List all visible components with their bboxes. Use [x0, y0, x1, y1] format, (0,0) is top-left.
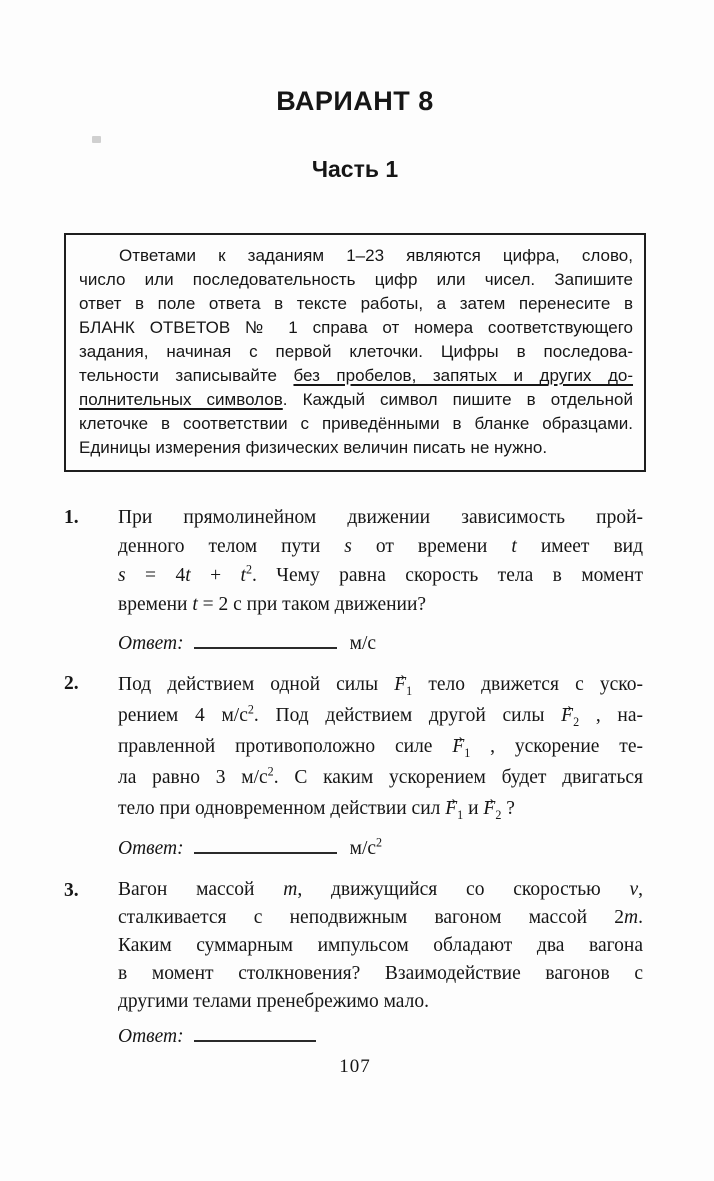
text-line [79, 340, 633, 364]
text-segment: денного телом пути [118, 536, 345, 557]
text-segment: сталкивается с неподвижным вагоном массой 2 [118, 907, 625, 928]
subscript: 2 [495, 807, 502, 822]
problem-number: 2. [64, 673, 79, 694]
text-segment: . Каждый символ пишите в отдельной [282, 390, 633, 409]
text-segment: имеет вид [516, 536, 644, 557]
text-segment: , движущийся со скоростью [297, 879, 630, 900]
answer-unit [350, 835, 382, 862]
text-segment: в момент столкновения? Взаимодействие вагонов с [118, 963, 643, 984]
text-line [118, 762, 643, 793]
math-variable: v [629, 879, 639, 900]
text-segment: другими телами пренебрежимо мало. [118, 991, 429, 1012]
instructions-box [64, 233, 646, 472]
vector-symbol: → F [394, 669, 406, 700]
text-line [79, 316, 633, 340]
underlined-text: без пробелов, запятых и других до- [293, 366, 634, 385]
text-segment: правленной противоположно силе [118, 736, 453, 757]
text-segment: = 4 [125, 565, 186, 586]
superscript: 2 [247, 702, 254, 717]
text-segment: . Под действием другой силы [253, 705, 562, 726]
text-line [79, 388, 633, 412]
problem [64, 669, 643, 862]
text-line [79, 268, 633, 292]
text-segment: времени [118, 594, 193, 615]
superscript: 2 [245, 562, 252, 577]
problem-number: 3. [64, 880, 79, 901]
text-line [79, 412, 633, 436]
math-variable: t [240, 565, 246, 586]
text-segment: Вагон массой [118, 879, 284, 900]
math-variable: m [624, 907, 639, 928]
text-segment: от времени [351, 536, 512, 557]
text-line [79, 244, 633, 268]
text-line [118, 561, 643, 590]
text-line [79, 292, 633, 316]
text-segment: Под действием одной силы [118, 674, 395, 695]
answer-label: Ответ: [118, 1026, 184, 1047]
text-segment: ла равно 3 м/с [118, 767, 268, 788]
text-segment: число или последовательность цифр или чисел. Запишите [79, 270, 633, 289]
answer-blank [194, 630, 337, 649]
math-variable: t [192, 594, 198, 615]
text-line [118, 793, 643, 824]
scan-artifact-dot [92, 136, 101, 143]
text-line [118, 960, 643, 988]
superscript: 2 [267, 764, 274, 779]
text-segment: + [190, 565, 241, 586]
math-variable: m [283, 879, 298, 900]
text-segment: . [638, 907, 643, 928]
text-line [118, 532, 643, 561]
text-segment: БЛАНК ОТВЕТОВ № 1 справа от номера соответствующего [79, 318, 633, 337]
answer-blank [194, 1023, 316, 1042]
text-segment: При прямолинейном движении зависимость прой- [118, 507, 643, 528]
text-segment: Каким суммарным импульсом обладают два вагона [118, 935, 643, 956]
subscript: 1 [464, 745, 471, 760]
text-line [79, 364, 633, 388]
math-variable: s [118, 565, 126, 586]
text-segment: клеточке в соответствии с приведёнными в бланке образцами. [79, 414, 633, 433]
text-line [118, 700, 643, 731]
answer-row [118, 835, 643, 862]
answer-row [118, 1023, 643, 1050]
math-variable: s [344, 536, 352, 557]
text-line [118, 590, 643, 619]
superscript: 2 [376, 835, 383, 850]
text-segment: тело движется с уско- [412, 674, 643, 695]
math-variable: t [511, 536, 517, 557]
text-segment: ? [501, 798, 515, 819]
text-segment: ответ в поле ответа в тексте работы, а затем перенесите в [79, 294, 633, 313]
text-segment: тело при одновременном действии сил [118, 798, 446, 819]
answer-label: Ответ: [118, 633, 184, 654]
text-line [118, 904, 643, 932]
vector-symbol: → F [561, 700, 573, 731]
vector-symbol: → F [483, 793, 495, 824]
text-line [118, 731, 643, 762]
subscript: 1 [406, 683, 413, 698]
problem [64, 503, 643, 657]
text-line [118, 932, 643, 960]
vector-symbol: → F [445, 793, 457, 824]
text-segment: = 2 с при таком движении? [197, 594, 427, 615]
subscript: 1 [457, 807, 464, 822]
text-segment: Единицы измерения физических величин писать не нужно. [79, 438, 548, 457]
problem-body [118, 503, 643, 657]
text-line [118, 876, 643, 904]
problem-body [118, 876, 643, 1050]
problem-number: 1. [64, 507, 79, 528]
problem [64, 876, 643, 1050]
text-segment: Ответами к заданиям 1–23 являются цифра, слово, [119, 246, 633, 265]
text-segment: , ускорение те- [470, 736, 643, 757]
text-line [79, 436, 633, 460]
text-segment: , [638, 879, 644, 900]
vector-symbol: → F [452, 731, 464, 762]
answer-label: Ответ: [118, 838, 184, 859]
math-variable: t [185, 565, 191, 586]
problems-list [64, 503, 643, 1062]
text-segment: . С каким ускорением будет двигаться [273, 767, 643, 788]
part-title: Часть 1 [311, 156, 399, 182]
answer-unit [350, 630, 376, 657]
text-segment: рением 4 м/с [118, 705, 248, 726]
page-number: 107 [339, 1056, 371, 1077]
text-segment: . Чему равна скорость тела в момент [251, 565, 643, 586]
answer-blank [194, 835, 337, 854]
answer-row [118, 630, 643, 657]
text-segment: задания, начиная с первой клеточки. Цифры в последова- [79, 342, 633, 361]
text-segment: м/с [349, 838, 377, 859]
text-segment: , на- [579, 705, 643, 726]
text-segment: тельности записывайте [79, 366, 294, 385]
underlined-text: полнительных символов [79, 390, 283, 409]
text-segment: и [463, 798, 484, 819]
subscript: 2 [573, 714, 580, 729]
variant-title: ВАРИАНТ 8 [276, 86, 434, 116]
text-segment: м/с [349, 633, 377, 654]
text-line [118, 988, 643, 1016]
text-line [118, 503, 643, 532]
problem-body [118, 669, 643, 862]
